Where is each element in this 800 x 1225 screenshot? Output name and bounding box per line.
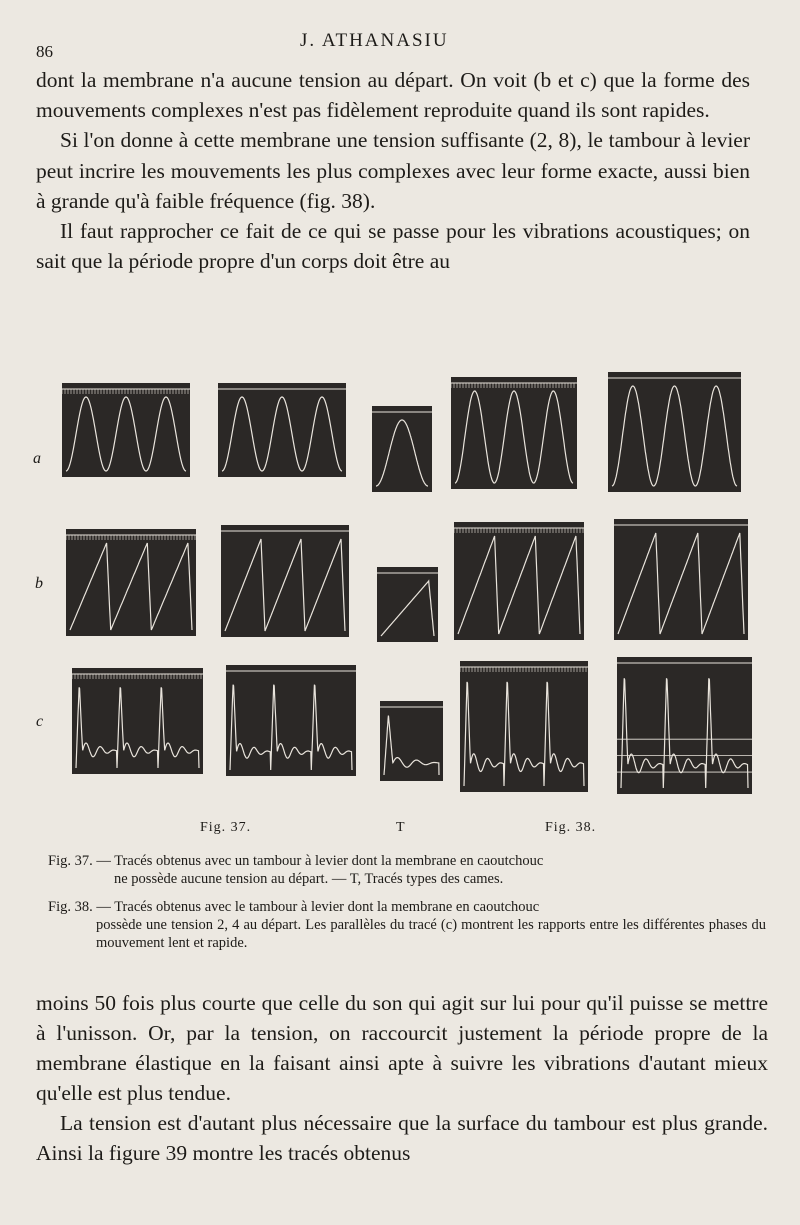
trace-waveform — [377, 567, 438, 642]
trace-panel — [218, 383, 346, 477]
trace-panel — [460, 661, 588, 792]
row-label-a: a — [33, 450, 41, 467]
row-label-c: c — [36, 713, 44, 730]
trace-waveform — [454, 522, 584, 640]
trace-waveform — [66, 529, 196, 636]
body-text-bottom — [36, 988, 768, 1168]
trace-waveform — [608, 372, 741, 492]
trace-panel — [377, 567, 438, 642]
trace-panel — [221, 525, 349, 637]
trace-panel — [454, 522, 584, 640]
caption-lead: Fig. 37. — Tracés obtenus avec un tambour à levier dont la membrane en caoutchouc — [48, 853, 544, 869]
figure-T-label: T — [396, 820, 406, 835]
trace-waveform — [451, 377, 577, 489]
trace-panel — [451, 377, 577, 489]
figure-38-label: Fig. 38. — [545, 820, 597, 835]
trace-panel — [226, 665, 356, 776]
trace-waveform — [614, 519, 748, 640]
trace-waveform — [617, 657, 752, 794]
running-head: J. ATHANASIU — [300, 30, 449, 51]
trace-waveform — [62, 383, 190, 477]
page-number: 86 — [36, 42, 53, 61]
paragraph: dont la membrane n'a aucune tension au départ. On voit (b et c) que la forme des mouvements complexes n'est pas fidèlement reproduite quand ils sont rapides. — [36, 68, 750, 123]
trace-waveform — [218, 383, 346, 477]
trace-panel — [62, 383, 190, 477]
paragraph: moins 50 fois plus courte que celle du son qui agit sur lui pour qu'il puisse se mettre à l'unisson. Or, par la tension, on raccourcit justement la période propre de la membrane élastique en la faisant ainsi apte à suivre les vibrations d'autant mieux qu'elle est plus tendue. — [36, 991, 768, 1105]
trace-panel — [380, 701, 443, 781]
trace-waveform — [221, 525, 349, 637]
paragraph: Si l'on donne à cette membrane une tension suffisante (2, 8), le tambour à levier peut incrire les mouvements les plus complexes avec leur forme exacte, aussi bien à grande qu'à faible fréquence (fig. 38). — [36, 128, 750, 213]
figure-37-caption — [48, 852, 766, 888]
trace-panel — [608, 372, 741, 492]
trace-panel — [617, 657, 752, 794]
trace-panel — [614, 519, 748, 640]
trace-panel — [66, 529, 196, 636]
trace-waveform — [372, 406, 432, 492]
caption-rest: possède une tension 2, 4 au départ. Les parallèles du tracé (c) montrent les rapports entre les différentes phases du mouvement lent et rapide. — [96, 917, 766, 951]
trace-waveform — [380, 701, 443, 781]
caption-lead: Fig. 38. — Tracés obtenus avec le tambour à levier dont la membrane en caoutchouc — [48, 899, 540, 915]
body-text-top — [36, 65, 750, 276]
paragraph: La tension est d'autant plus nécessaire que la surface du tambour est plus grande. Ainsi la figure 39 montre les tracés obtenus — [36, 1111, 768, 1165]
figure-37-label: Fig. 37. — [200, 820, 252, 835]
trace-waveform — [72, 668, 203, 774]
row-label-b: b — [35, 575, 43, 592]
caption-rest: ne possède aucune tension au départ. — T, Tracés types des cames. — [114, 871, 504, 887]
trace-waveform — [460, 661, 588, 792]
figure-38-caption — [48, 898, 766, 952]
paragraph: Il faut rapprocher ce fait de ce qui se passe pour les vibrations acoustiques; on sait que la période propre d'un corps doit être au — [36, 219, 750, 274]
trace-panel — [372, 406, 432, 492]
trace-panel — [72, 668, 203, 774]
trace-waveform — [226, 665, 356, 776]
